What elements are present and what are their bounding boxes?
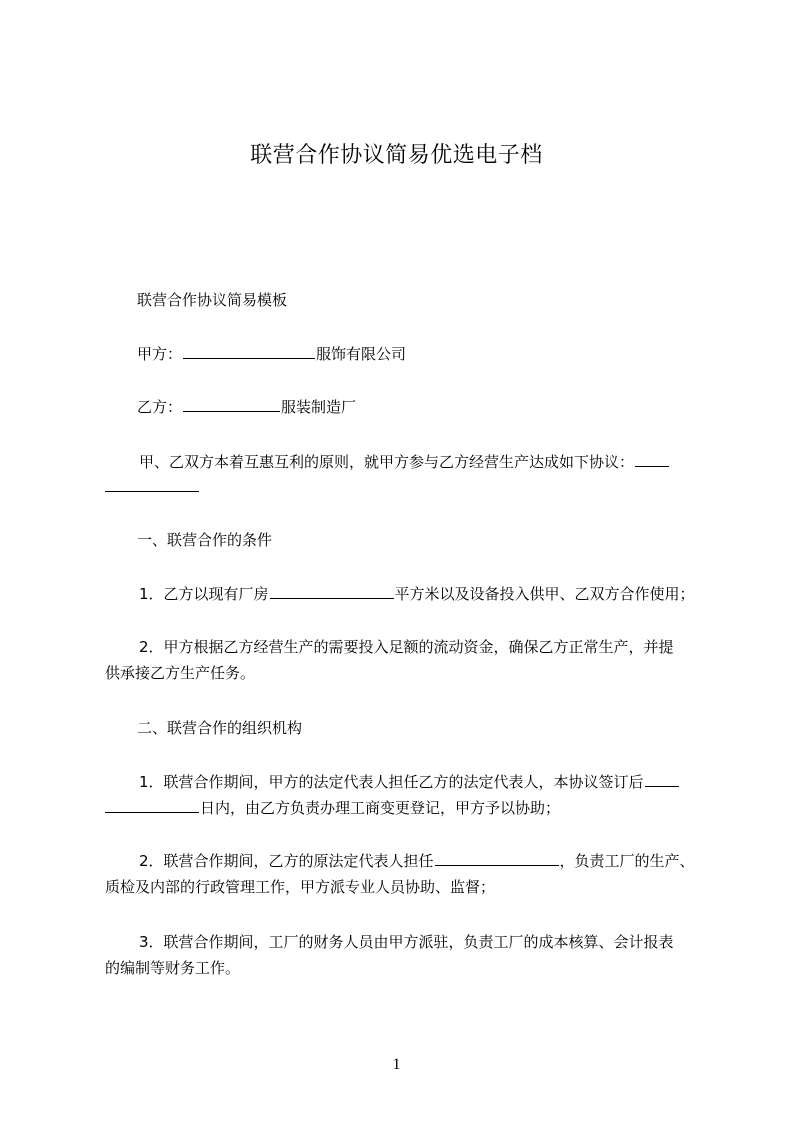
page-number: 1 bbox=[392, 1056, 401, 1073]
section1-item2-line1: 2．甲方根据乙方经营生产的需要投入足额的流动资金，确保乙方正常生产，并提 bbox=[139, 638, 674, 656]
intro-text: 甲、乙双方本着互惠互利的原则，就甲方参与乙方经营生产达成如下协议： bbox=[139, 453, 635, 471]
section2-item2-line2: 质检及内部的行政管理工作，甲方派专业人员协助、监督； bbox=[105, 878, 496, 896]
section1-item2-line2: 供承接乙方生产任务。 bbox=[105, 664, 256, 682]
intro-blank-a bbox=[635, 452, 669, 467]
section2-item2-a: 2．联营合作期间，乙方的原法定代表人担任 bbox=[139, 852, 434, 870]
intro-line-2 bbox=[105, 477, 715, 497]
party-a-label: 甲方： bbox=[137, 345, 183, 363]
intro-blank-b bbox=[105, 477, 199, 492]
section1-item1-a: 1．乙方以现有厂房 bbox=[139, 585, 269, 603]
section2-item1-line1 bbox=[105, 772, 749, 792]
section2-item3-line1: 3．联营合作期间，工厂的财务人员由甲方派驻，负责工厂的成本核算、会计报表 bbox=[139, 933, 674, 951]
intro-line-1 bbox=[105, 452, 749, 472]
section2-item1-blank-a bbox=[645, 772, 679, 787]
section2-item1-line2 bbox=[105, 798, 715, 818]
section2-item1-blank-b bbox=[105, 798, 199, 813]
party-b-blank bbox=[183, 397, 280, 412]
section2-item3-line2: 的编制等财务工作。 bbox=[105, 959, 241, 977]
section2-item2-line1 bbox=[105, 851, 749, 871]
section1-item1-b: 平方米以及设备投入供甲、乙双方合作使用； bbox=[394, 585, 695, 603]
party-b-suffix: 服装制造厂 bbox=[281, 398, 357, 416]
section1-item1-blank bbox=[270, 584, 394, 599]
party-b-line bbox=[105, 397, 747, 417]
section2-item2-blank bbox=[435, 851, 559, 866]
party-a-blank bbox=[183, 344, 315, 359]
section2-item1-text-2: 日内，由乙方负责办理工商变更登记，甲方予以协助； bbox=[200, 799, 561, 817]
section1-heading: 一、联营合作的条件 bbox=[137, 531, 273, 549]
section2-item2-b: ，负责工厂的生产、 bbox=[559, 852, 695, 870]
party-a-suffix: 服饰有限公司 bbox=[316, 345, 407, 363]
section2-item1-text: 1．联营合作期间，甲方的法定代表人担任乙方的法定代表人，本协议签订后 bbox=[139, 773, 644, 791]
document-subtitle: 联营合作协议简易模板 bbox=[137, 291, 288, 309]
document-title: 联营合作协议简易优选电子档 bbox=[250, 143, 543, 168]
section1-item1 bbox=[105, 584, 749, 604]
section2-heading: 二、联营合作的组织机构 bbox=[137, 719, 303, 737]
party-b-label: 乙方： bbox=[137, 398, 183, 416]
party-a-line bbox=[105, 344, 747, 364]
